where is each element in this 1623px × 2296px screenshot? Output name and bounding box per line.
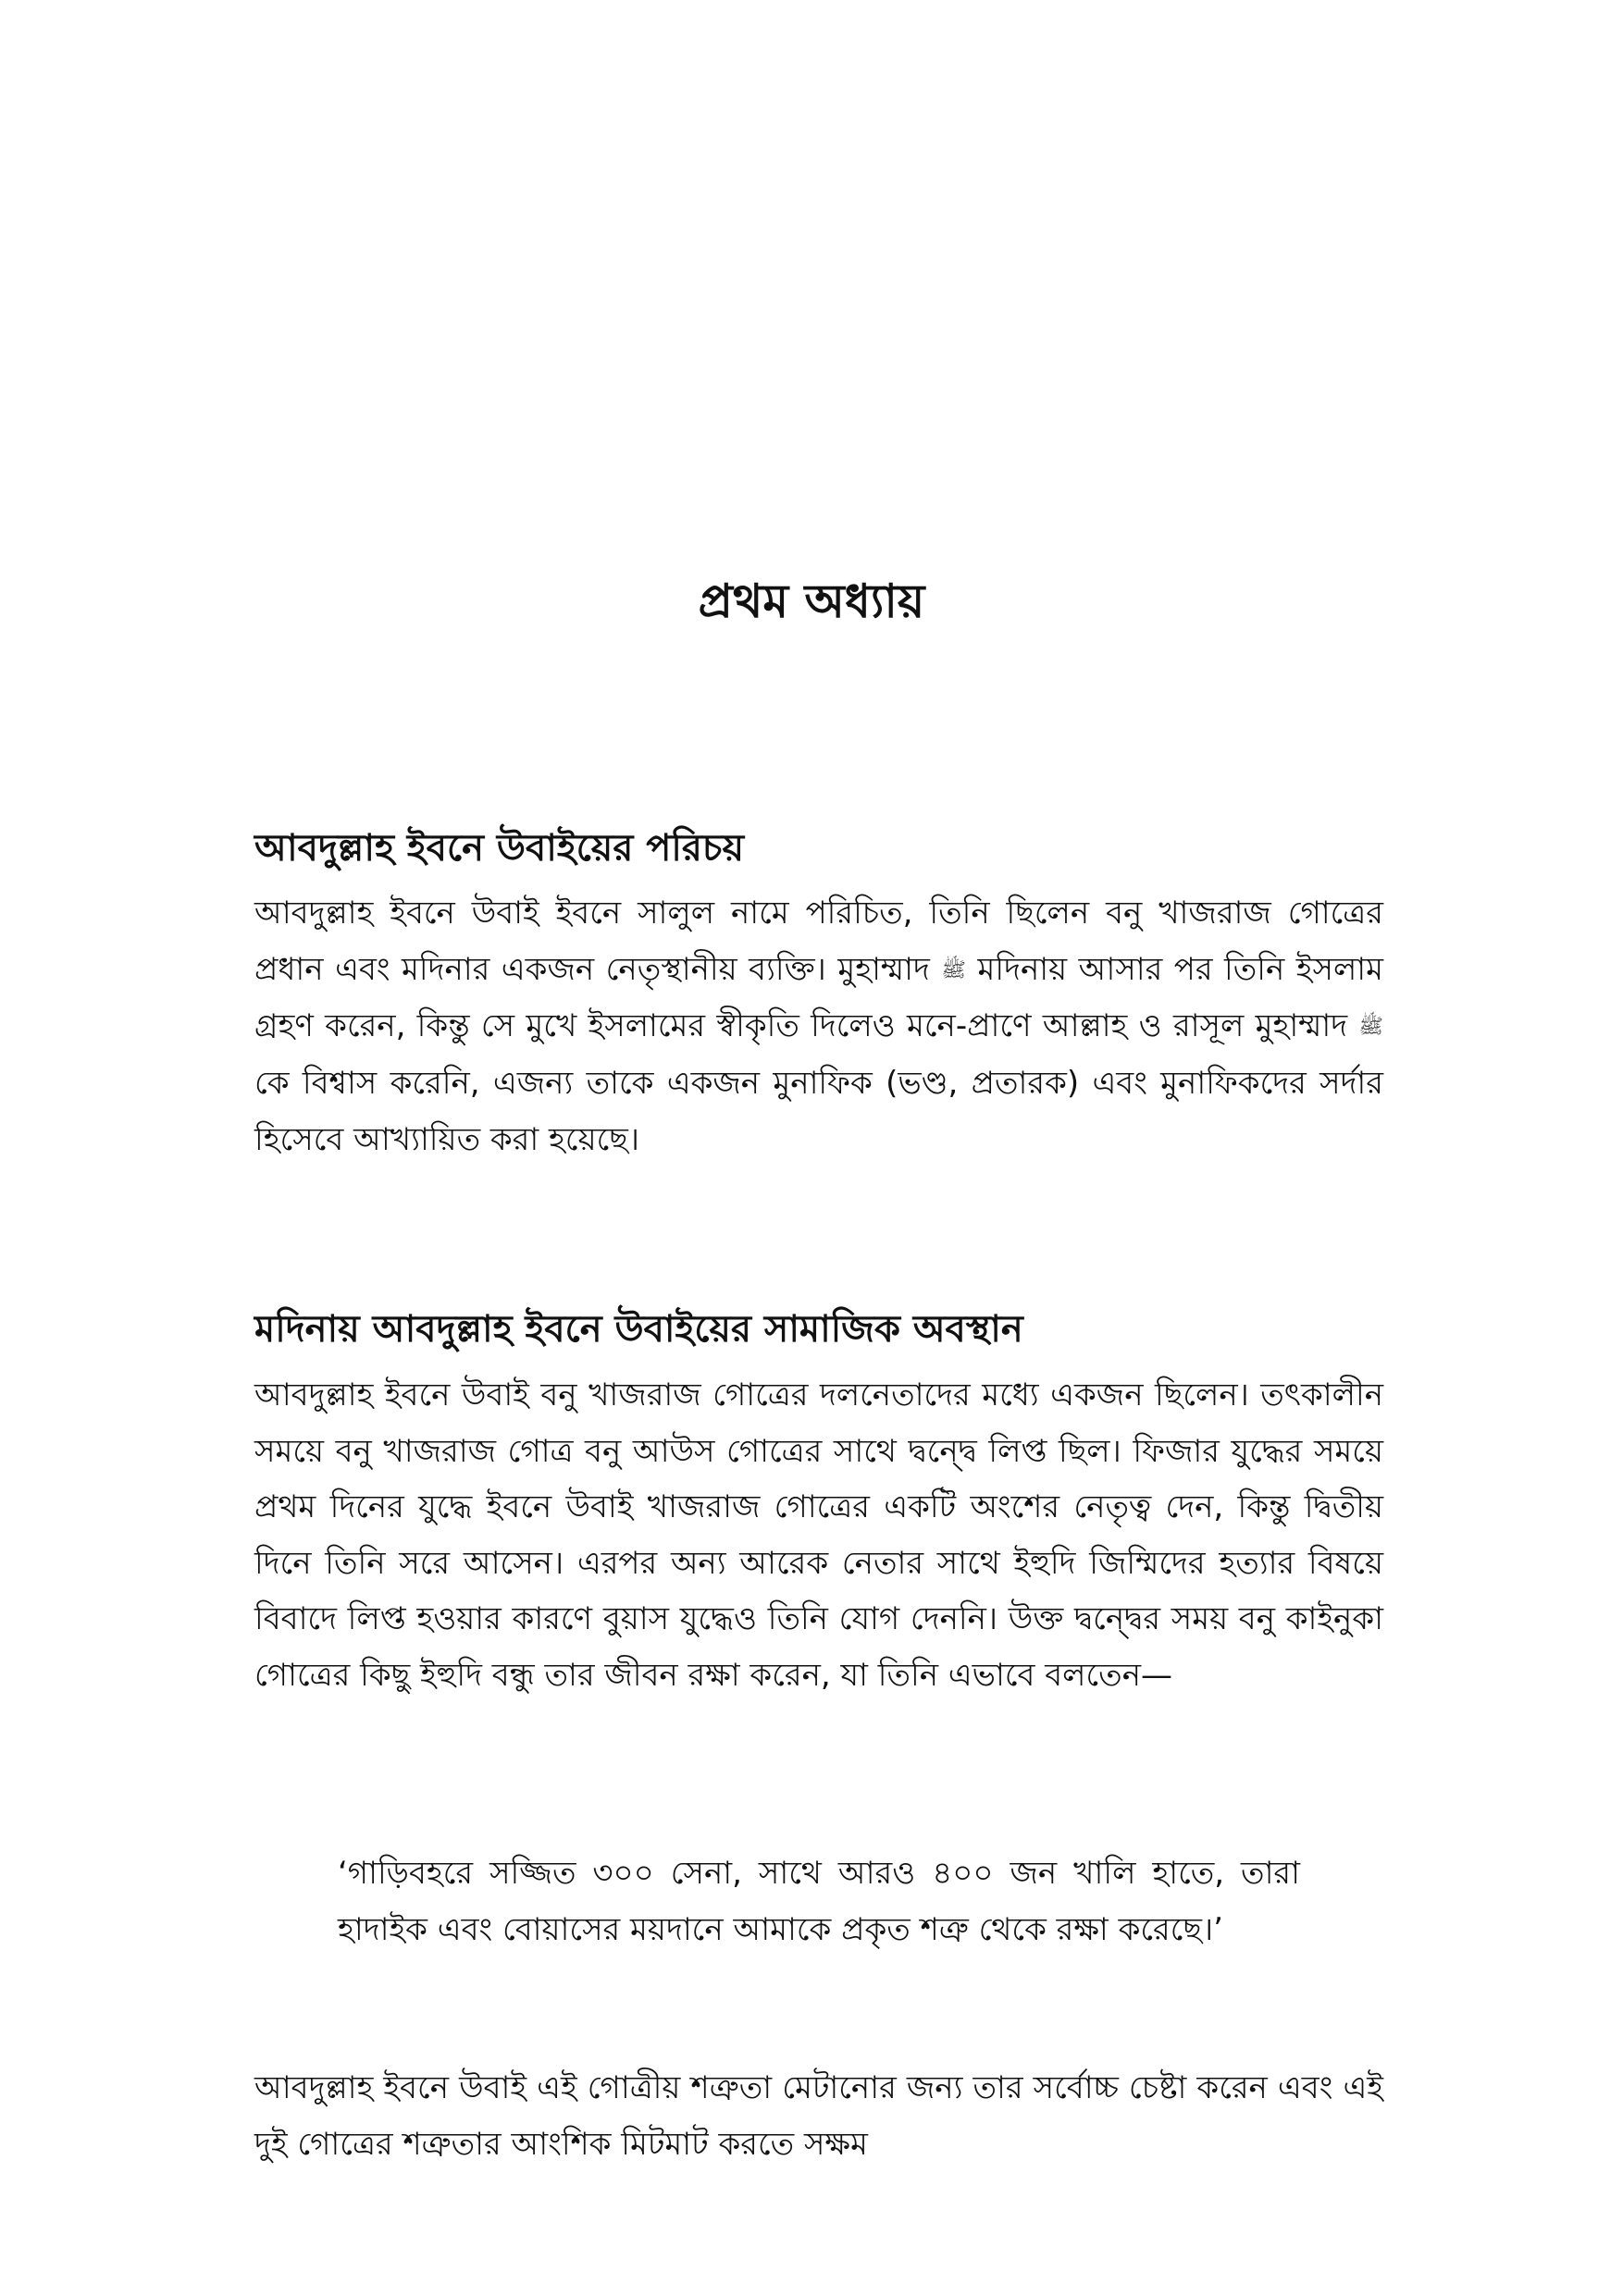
blockquote: ‘গাড়িবহরে সজ্জিত ৩০০ সেনা, সাথে আরও ৪০০ জন খালি হাতে, তারা হাদাইক এবং বোয়াসের ময়দানে আমাকে প্রকৃত শত্রু থেকে রক্ষা করেছে।’ xyxy=(338,1855,1300,1948)
salawat-glyph: ﷺ xyxy=(941,957,966,981)
section-heading-social-status: মদিনায় আবদুল্লাহ ইবনে উবাইয়ের সামাজিক অবস্থান xyxy=(254,1308,1023,1351)
paragraph-text: মদিনায় আসার পর তিনি ইসলাম গ্রহণ করেন, কিন্তু সে মুখে ইসলামের স্বীকৃতি দিলেও মনে-প্রাণে আল্লাহ ও রাসূল মুহাম্মাদ xyxy=(254,950,1384,1045)
paragraph-text: আবদুল্লাহ ইবনে উবাই ইবনে সালুল নামে পরিচিত, তিনি ছিলেন বনু খাজরাজ গোত্রের প্রধান এবং মদিনার একজন নেতৃস্থানীয় ব্যক্তি। মুহাম্মাদ xyxy=(254,895,1383,988)
salawat-glyph: ﷺ xyxy=(1358,1015,1383,1039)
paragraph-text: কে বিশ্বাস করেনি, এজন্য তাকে একজন মুনাফিক (ভণ্ড, প্রতারক) এবং মুনাফিকদের সর্দার হিসেবে আখ্যায়িত করা হয়েছে। xyxy=(254,1065,1383,1158)
chapter-title: প্রথম অধ্যায় xyxy=(698,574,925,628)
section-paragraph-social-status: আবদুল্লাহ ইবনে উবাই বনু খাজরাজ গোত্রের দলনেতাদের মধ্যে একজন ছিলেন। তৎকালীন সময়ে বনু খাজরাজ গোত্র বনু আউস গোত্রের সাথে দ্বন্দ্বে লিপ্ত ছিল। ফিজার যুদ্ধের সময়ে প্রথম দিনের যুদ্ধে ইবনে উবাই খাজরাজ গোত্রের একটি অংশের নেতৃত্ব দেন, কিন্তু দ্বিতীয় দিনে তিনি সরে আসেন। এরপর অন্য আরেক নেতার সাথে ইহুদি জিম্মিদের হত্যার বিষয়ে বিবাদে লিপ্ত হওয়ার কারণে বুয়াস যুদ্ধেও তিনি যোগ দেননি। উক্ত দ্বন্দ্বের সময় বনু কাইনুকা গোত্রের কিছু ইহুদি বন্ধু তার জীবন রক্ষা করেন, যা তিনি এভাবে বলতেন— xyxy=(254,1376,1383,1694)
section-heading-introduction: আবদুল্লাহ ইবনে উবাইয়ের পরিচয় xyxy=(254,827,745,870)
section-paragraph-continued: আবদুল্লাহ ইবনে উবাই এই গোত্রীয় শত্রুতা মেটানোর জন্য তার সর্বোচ্চ চেষ্টা করেন এবং এই দুই গোত্রের শত্রুতার আংশিক মিটমাট করতে সক্ষম xyxy=(254,2069,1383,2163)
section-paragraph-introduction xyxy=(254,885,1383,1167)
